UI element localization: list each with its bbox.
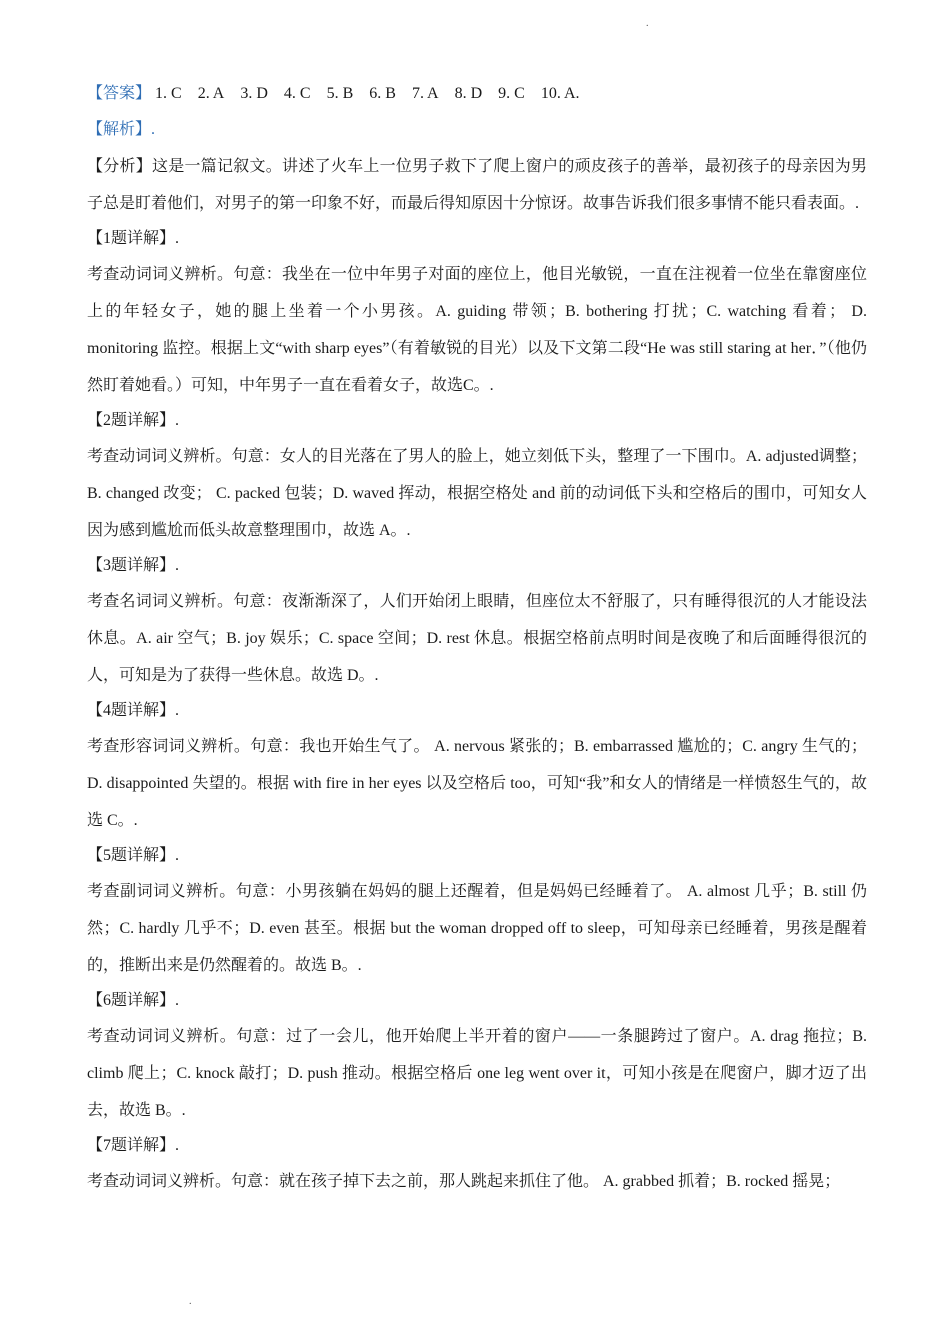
- answer-item: 7. A: [411, 85, 439, 102]
- analysis-label: 【解析】.: [87, 121, 156, 138]
- section-body-3: 考查名词词义辨析。句意：夜渐渐深了，人们开始闭上眼睛，但座位太不舒服了，只有睡得很沉的人才能设法休息。A. air 空气；B. joy 娱乐；C. space 空间；D. rest 休息。根据空格前点明时间是夜晚了和后面睡得很沉的人，可知是为了获得一些休息。故选 D。.: [87, 593, 867, 684]
- section-heading-7: 【7题详解】.: [87, 1137, 180, 1154]
- answer-list: [151, 85, 592, 102]
- answer-line: [87, 76, 867, 112]
- answer-item: 2. A: [197, 85, 225, 102]
- section-heading-5: 【5题详解】.: [87, 847, 180, 864]
- section-body-4: 考查形容词词义辨析。句意：我也开始生气了。 A. nervous 紧张的；B. embarrassed 尴尬的；C. angry 生气的；D. disappointed 失望的。根据 with fire in her eyes 以及空格后 too，可知“我”和女人的情绪是一样愤怒生气的，故选 C。.: [87, 738, 867, 829]
- section-heading-1: 【1题详解】.: [87, 230, 180, 247]
- answer-item: 3. D: [240, 85, 268, 102]
- section-heading-3: 【3题详解】.: [87, 557, 180, 574]
- answer-item: 9. C: [498, 85, 525, 102]
- overview-paragraph: 【分析】这是一篇记叙文。讲述了火车上一位男子救下了爬上窗户的顽皮孩子的善举，最初孩子的母亲因为男子总是盯着他们，对男子的第一印象不好，而最后得知原因十分惊讶。故事告诉我们很多事情不能只看表面。.: [87, 158, 867, 212]
- answer-item: 4. C: [283, 85, 311, 102]
- section-heading-4: 【4题详解】.: [87, 702, 180, 719]
- section-heading-2: 【2题详解】.: [87, 412, 180, 429]
- section-body-6: 考查动词词义辨析。句意：过了一会儿，他开始爬上半开着的窗户——一条腿跨过了窗户。A. drag 拖拉；B. climb 爬上；C. knock 敲打；D. push 推动。根据空格后 one leg went over it，可知小孩是在爬窗户，脚才迈了出去，故选 B。.: [87, 1028, 867, 1119]
- answer-item: 1. C: [155, 85, 182, 102]
- answer-item: 8. D: [454, 85, 483, 102]
- section-body-7: 考查动词词义辨析。句意：就在孩子掉下去之前，那人跳起来抓住了他。 A. grabbed 抓着；B. rocked 摇晃；: [87, 1173, 841, 1190]
- page-mark-top: .: [646, 18, 649, 29]
- answer-explanation-content: [87, 76, 867, 1200]
- section-body-1: 考查动词词义辨析。句意：我坐在一位中年男子对面的座位上，他目光敏锐，一直在注视着一位坐在靠窗座位上的年轻女子，她的腿上坐着一个小男孩。A. guiding 带领；B. bothering 打扰；C. watching 看着； D. monitoring 监控。根据上文“with sharp eyes”（有着敏锐的目光）以及下文第二段“He was still staring at her．”（他仍然盯着她看。）可知，中年男子一直在看着女子，故选C。.: [87, 266, 867, 394]
- section-heading-6: 【6题详解】.: [87, 992, 180, 1009]
- section-body-2: 考查动词词义辨析。句意：女人的目光落在了男人的脸上，她立刻低下头，整理了一下围巾。A. adjusted调整；B. changed 改变； C. packed 包装；D. waved 挥动，根据空格处 and 前的动词低下头和空格后的围巾，可知女人因为感到尴尬而低头故意整理围巾，故选 A。.: [87, 448, 867, 539]
- answer-item: 6. B: [369, 85, 396, 102]
- answer-item: 10. A.: [540, 85, 580, 102]
- section-body-5: 考查副词词义辨析。句意：小男孩躺在妈妈的腿上还醒着，但是妈妈已经睡着了。 A. almost 几乎；B. still 仍然；C. hardly 几乎不；D. even 甚至。根据 but the woman dropped off to sleep，可知母亲已经睡着，男孩是醒着的，推断出来是仍然醒着的。故选 B。.: [87, 883, 867, 974]
- answer-item: 5. B: [326, 85, 354, 102]
- answer-label: 【答案】: [87, 85, 152, 102]
- page-mark-bottom: .: [189, 1296, 192, 1307]
